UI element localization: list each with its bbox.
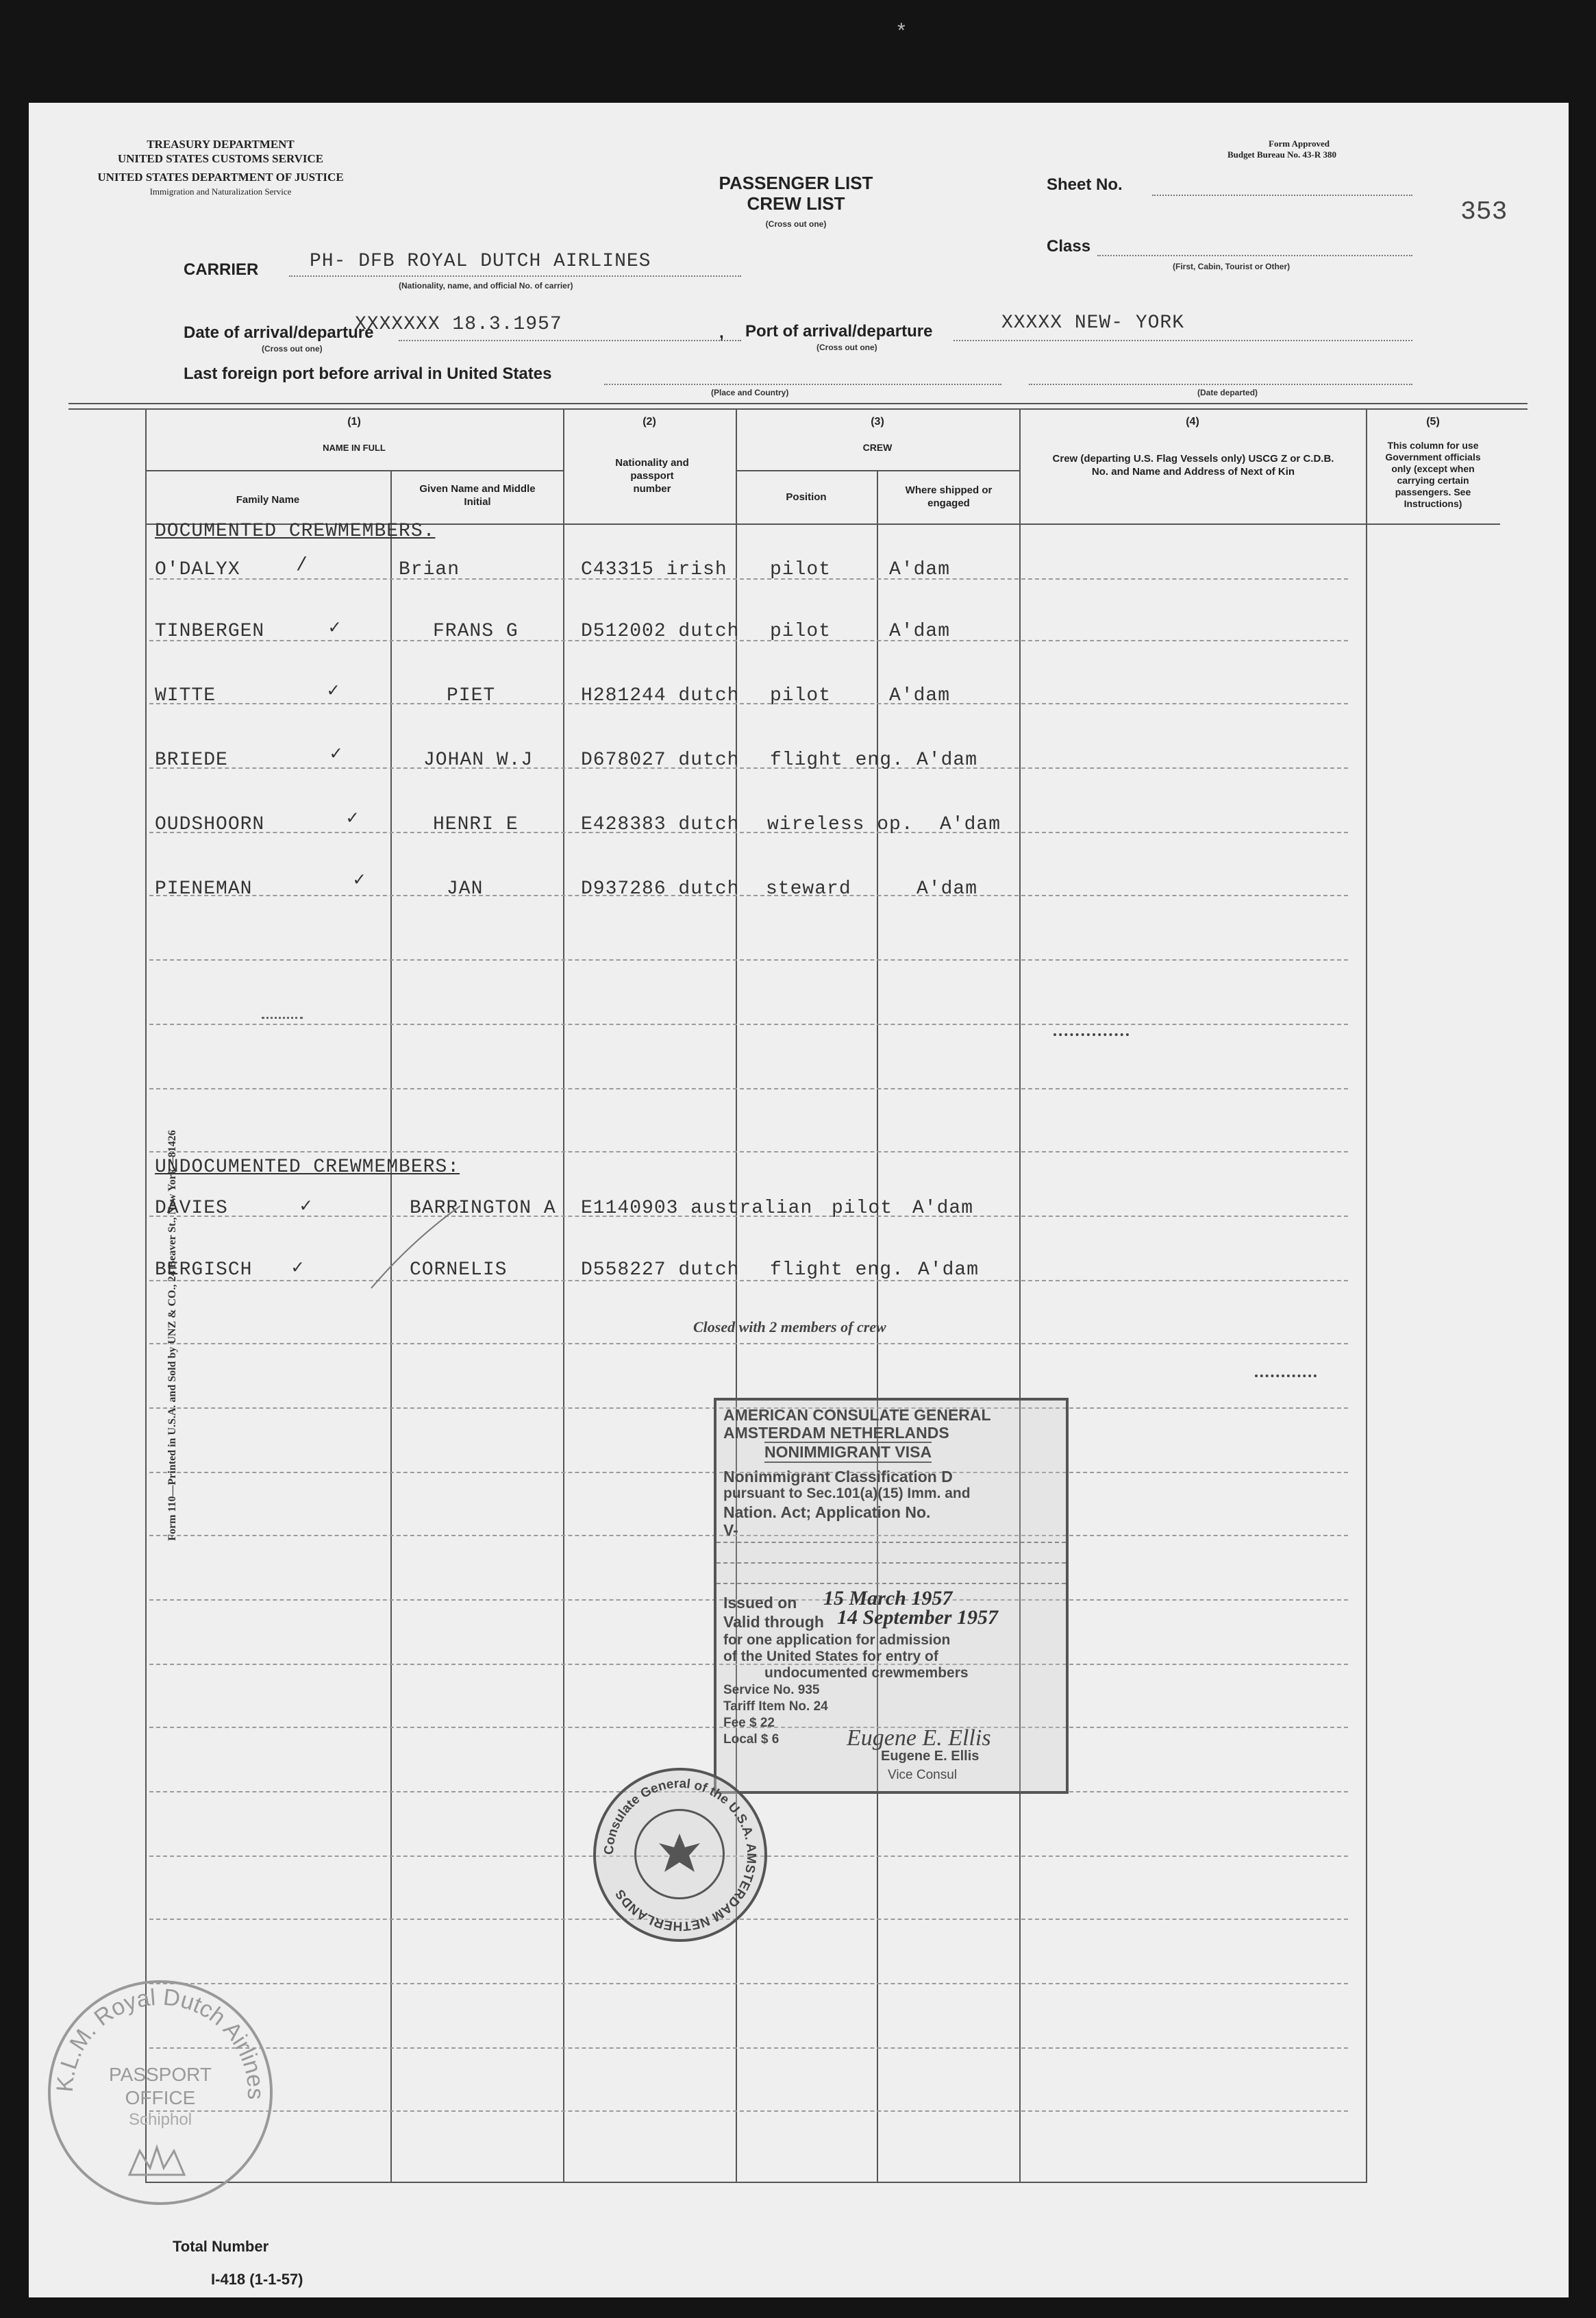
passenger-list-title: PASSENGER LIST: [719, 173, 873, 193]
consulate-seal: [593, 1768, 767, 1942]
klm-line3: Schiphol: [128, 2110, 192, 2129]
col-divider-given: [390, 470, 392, 2183]
agency-justice: UNITED STATES DEPARTMENT OF JUSTICE: [97, 171, 344, 184]
visa-tariff-item: Tariff Item No. 24: [723, 1699, 828, 1714]
visa-rule-1: [716, 1542, 1066, 1543]
col3-position: Position: [786, 491, 827, 503]
klm-crown-icon: [126, 2141, 188, 2182]
crew-where-shipped: A'dam: [912, 1198, 974, 1219]
port-hint: (Cross out one): [816, 343, 877, 352]
crew-passport: D558227 dutch: [581, 1259, 740, 1281]
crew-passport: E1140903 australian: [581, 1198, 813, 1219]
visa-valid-date: 14 September 1957: [837, 1606, 998, 1629]
crew-position: pilot: [770, 685, 832, 706]
check-mark: ✓: [327, 681, 340, 702]
carrier-hint: (Nationality, name, and official No. of carrier): [399, 281, 573, 291]
row-line-23: [149, 1983, 1348, 1984]
budget-bureau: Budget Bureau No. 43-R 380: [1227, 149, 1337, 160]
carrier-value: PH- DFB ROYAL DUTCH AIRLINES: [310, 251, 651, 272]
col2-title: Nationality and passport number: [615, 457, 689, 495]
visa-stamp-line11: of the United States for entry of: [723, 1649, 938, 1664]
check-mark: ✓: [330, 744, 342, 765]
date-line: [399, 340, 741, 341]
sheet-number: 353: [1460, 197, 1508, 227]
visa-signer-name: Eugene E. Ellis: [881, 1749, 980, 1764]
table-top-rule: [68, 403, 1528, 404]
check-mark: ✓: [300, 1196, 312, 1218]
crew-passport: D678027 dutch: [581, 750, 740, 771]
crew-passport: D937286 dutch: [581, 878, 740, 900]
crew-given-name: CORNELIS: [410, 1259, 508, 1281]
visa-stamp-line12: undocumented crewmembers: [764, 1665, 969, 1681]
date-departed-hint: (Date departed): [1197, 388, 1258, 397]
date-departed-line: [1029, 384, 1412, 385]
table-bottom-rule: [145, 2182, 1367, 2183]
col3-number: (3): [871, 416, 884, 428]
crew-where-shipped: A'dam: [917, 750, 978, 771]
crew-where-shipped: A'dam: [889, 621, 951, 642]
comma: ,: [719, 323, 724, 342]
check-mark: ✓: [329, 618, 341, 639]
visa-stamp-line3: NONIMMIGRANT VISA: [764, 1442, 932, 1463]
row-line-10: [149, 1151, 1348, 1152]
crew-passport: E428383 dutch: [581, 814, 740, 835]
visa-stamp: [714, 1398, 1069, 1794]
visa-issued-date: 15 March 1957: [823, 1587, 953, 1610]
crew-position: flight eng.: [770, 1259, 904, 1281]
visa-stamp-line2: AMSTERDAM NETHERLANDS: [723, 1424, 949, 1442]
col-divider-2: [563, 408, 564, 2183]
date-label: Date of arrival/departure: [184, 323, 374, 342]
visa-service-no: Service No. 935: [723, 1683, 820, 1697]
col5-title: This column for use Government officials only (except when carrying certain passengers. See Instructions): [1385, 440, 1481, 509]
side-print: Form 110—Printed in U.S.A. and Sold by UNZ & CO., 24 Beaver St., New York—81426: [166, 1130, 178, 1541]
visa-fee: Fee $ 22: [723, 1716, 775, 1730]
port-value: XXXXX NEW- YORK: [1001, 312, 1185, 334]
crew-given-name: HENRI E: [433, 814, 519, 835]
row-line-5: [149, 832, 1348, 833]
class-hint: (First, Cabin, Tourist or Other): [1173, 262, 1290, 271]
crew-given-name: Brian: [399, 559, 460, 580]
crew-family-name: PIENEMAN: [155, 878, 253, 900]
last-port-line: [604, 384, 1001, 385]
col1-given: Given Name and Middle Initial: [419, 483, 536, 508]
documented-heading: DOCUMENTED CREWMEMBERS.: [155, 521, 436, 542]
rule-name-split: [145, 470, 563, 471]
svg-text:Consulate General of the U.S.A: Consulate General of the U.S.A. AMSTERDAM NETHERLANDS: [601, 1776, 759, 1934]
crew-position: pilot: [832, 1198, 893, 1219]
visa-issued-label: Issued on: [723, 1594, 797, 1612]
place-hint: (Place and Country): [711, 388, 789, 397]
port-line: [953, 340, 1412, 341]
row-line-1: [149, 578, 1348, 580]
agency-ins: Immigration and Naturalization Service: [149, 186, 292, 197]
crew-list-form: [29, 103, 1569, 2297]
agency-treasury: TREASURY DEPARTMENT: [147, 138, 295, 151]
corner-mark: *: [897, 19, 906, 42]
crew-family-name: WITTE: [155, 685, 216, 706]
crew-passport: H281244 dutch: [581, 685, 740, 706]
crew-given-name: FRANS G: [433, 621, 519, 642]
form-approved-line1: Form Approved: [1269, 138, 1330, 149]
col-divider-left: [145, 408, 147, 2183]
sheet-label: Sheet No.: [1047, 175, 1123, 194]
crew-where-shipped: A'dam: [940, 814, 1001, 835]
form-number: I-418 (1-1-57): [211, 2271, 303, 2288]
total-number-label: Total Number: [173, 2238, 269, 2255]
check-mark: ✓: [292, 1258, 304, 1279]
stray-dots-2: [1255, 1374, 1317, 1377]
crew-family-name: DAVIES: [155, 1198, 228, 1219]
crew-where-shipped: A'dam: [889, 559, 951, 580]
stray-dots-3: [262, 1017, 303, 1019]
row-line-8: [149, 1024, 1348, 1025]
col3-title: CREW: [862, 442, 893, 453]
col-divider-4: [1019, 408, 1021, 2183]
crew-given-name: BARRINGTON A: [410, 1198, 556, 1219]
row-line-25: [149, 2110, 1348, 2112]
sheet-line: [1152, 195, 1412, 196]
carrier-line: [289, 275, 741, 277]
form-approved: [1227, 138, 1447, 160]
col5-number: (5): [1426, 416, 1440, 428]
crew-list-title: CREW LIST: [747, 193, 845, 214]
visa-signer-title: Vice Consul: [888, 1768, 958, 1782]
visa-stamp-line6: Nation. Act; Application No.: [723, 1503, 931, 1521]
carrier-label: CARRIER: [184, 260, 259, 279]
agency-block: [70, 137, 371, 199]
row-line-3: [149, 703, 1348, 704]
date-hint: (Cross out one): [262, 344, 323, 354]
row-line-2: [149, 640, 1348, 641]
visa-valid-label: Valid through: [723, 1613, 824, 1631]
visa-stamp-line4: Nonimmigrant Classification D: [723, 1468, 953, 1485]
closed-with-note: Closed with 2 members of crew: [693, 1318, 886, 1335]
row-line-9: [149, 1088, 1348, 1089]
crew-passport: C43315 irish: [581, 559, 727, 580]
visa-stamp-line5: pursuant to Sec.101(a)(15) Imm. and: [723, 1485, 971, 1501]
cross-out-hint: (Cross out one): [765, 219, 827, 229]
crew-position: flight eng.: [770, 750, 904, 771]
col3-where: Where shipped or engaged: [905, 484, 993, 509]
crew-given-name: PIET: [447, 685, 496, 706]
crew-family-name: OUDSHOORN: [155, 814, 265, 835]
check-mark: /: [296, 555, 308, 576]
class-label: Class: [1047, 237, 1091, 256]
row-line-24: [149, 2047, 1348, 2049]
agency-customs: UNITED STATES CUSTOMS SERVICE: [117, 152, 324, 165]
check-mark: ✓: [347, 809, 359, 830]
table-top-rule-2: [68, 408, 1528, 410]
col1-title: NAME IN FULL: [323, 443, 386, 453]
visa-rule-3: [716, 1583, 1066, 1584]
date-value: XXXXXXX 18.3.1957: [355, 314, 562, 335]
port-label: Port of arrival/departure: [745, 322, 933, 341]
col-divider-5: [1366, 408, 1367, 2183]
row-line-13: [149, 1343, 1348, 1344]
eagle-icon: [652, 1827, 707, 1882]
crew-position: pilot: [770, 559, 832, 580]
list-type: [707, 173, 885, 234]
crew-family-name: TINBERGEN: [155, 621, 265, 642]
col1-family: Family Name: [236, 494, 300, 506]
klm-passport-stamp: [48, 1980, 273, 2205]
check-mark: ✓: [353, 870, 366, 891]
crew-given-name: JAN: [447, 878, 484, 900]
svg-text:K.L.M. Royal Dutch Airlines: K.L.M. Royal Dutch Airlines: [51, 1984, 269, 2100]
col4-title: Crew (departing U.S. Flag Vessels only) USCG Z or C.D.B. No. and Name and Address of Next of Kin: [1052, 453, 1334, 478]
crew-position: steward: [766, 878, 851, 900]
undocumented-heading: UNDOCUMENTED CREWMEMBERS:: [155, 1157, 460, 1178]
crew-position: pilot: [770, 621, 832, 642]
crew-position: wireless op.: [767, 814, 914, 835]
crew-where-shipped: A'dam: [918, 1259, 980, 1281]
row-line-6: [149, 895, 1348, 896]
visa-signature: Eugene E. Ellis: [847, 1725, 991, 1751]
crew-where-shipped: A'dam: [889, 685, 951, 706]
row-line-12: [149, 1280, 1348, 1281]
klm-line2: OFFICE: [125, 2087, 196, 2108]
visa-rule-2: [716, 1562, 1066, 1564]
visa-local-fee: Local $ 6: [723, 1732, 780, 1747]
crew-family-name: BRIEDE: [155, 750, 228, 771]
col4-number: (4): [1186, 416, 1199, 428]
stray-dots-1: [1053, 1033, 1129, 1036]
pen-stroke: [358, 1199, 467, 1295]
row-line-7: [149, 959, 1348, 961]
visa-stamp-line1: AMERICAN CONSULATE GENERAL: [723, 1406, 991, 1424]
last-port-label: Last foreign port before arrival in United States: [184, 365, 552, 383]
col2-number: (2): [643, 416, 656, 428]
klm-line1: PASSPORT: [109, 2064, 212, 2085]
row-line-4: [149, 767, 1348, 769]
visa-stamp-line10: for one application for admission: [723, 1632, 951, 1648]
crew-family-name: BERGISCH: [155, 1259, 253, 1281]
class-line: [1097, 255, 1412, 256]
col1-number: (1): [347, 416, 361, 428]
visa-stamp-line7: V-: [723, 1521, 738, 1539]
crew-given-name: JOHAN W.J: [423, 750, 534, 771]
crew-family-name: O'DALYX: [155, 559, 240, 580]
crew-where-shipped: A'dam: [917, 878, 978, 900]
crew-passport: D512002 dutch: [581, 621, 740, 642]
